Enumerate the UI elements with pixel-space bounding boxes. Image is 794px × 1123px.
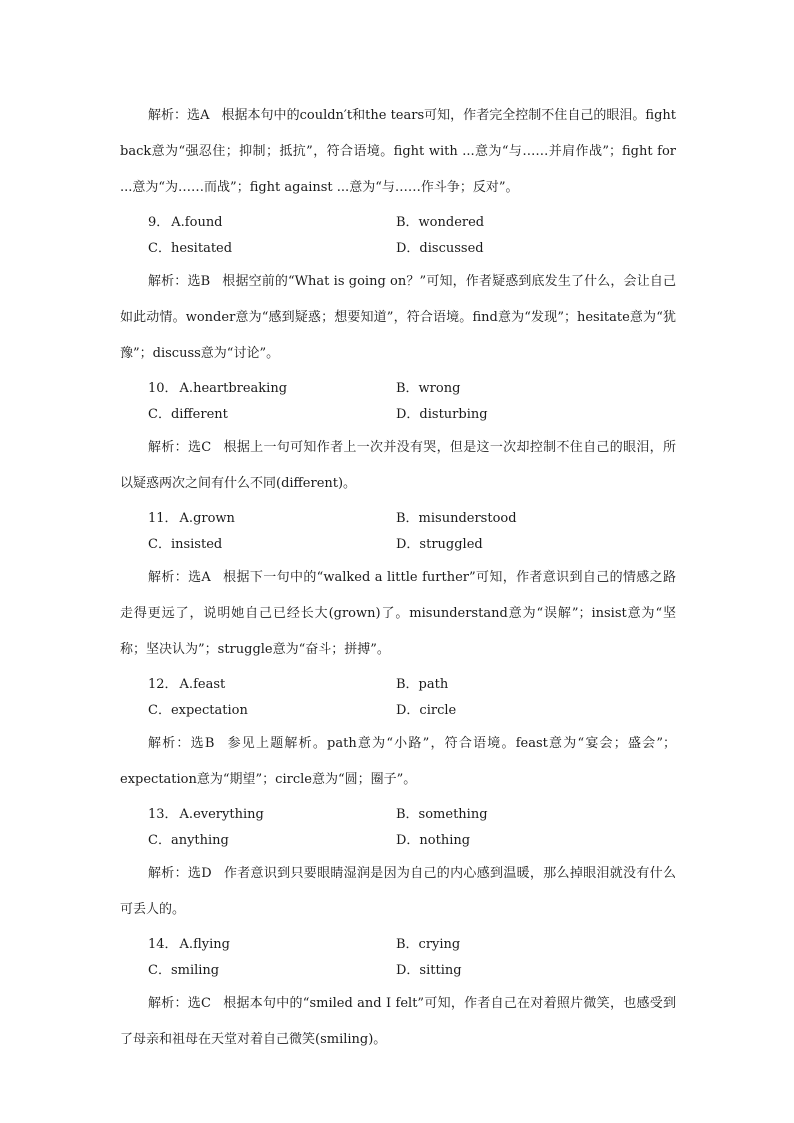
explanation-q13 <box>120 856 676 928</box>
option-row <box>120 958 676 984</box>
option-row <box>120 210 676 236</box>
option-row <box>120 376 676 402</box>
question-number: 10． <box>148 381 178 396</box>
explanation-q14 <box>120 986 676 1058</box>
option-b: B．path <box>396 677 449 692</box>
explanation-label: 解析：选B <box>148 736 215 751</box>
option-c: C．anything <box>148 833 229 848</box>
explanation-label: 解析：选B <box>148 274 211 289</box>
option-row <box>120 236 676 262</box>
option-b: B．wrong <box>396 381 461 396</box>
option-d: D．sitting <box>396 963 462 978</box>
explanation-text: 根据本句中的couldn′t和the tears可知，作者完全控制不住自己的眼泪。fight back意为“强忍住；抑制；抵抗”，符合语境。fight with ...意为“与……并肩作战”；fight for ...意为“为……而战”；fight against ...意为“与……作斗争；反对”。 <box>120 108 677 195</box>
option-b: B．wondered <box>396 215 485 230</box>
option-row <box>120 506 676 532</box>
question-13-options <box>120 802 676 854</box>
explanation-q9 <box>120 264 676 372</box>
document-content <box>120 98 676 1058</box>
option-c: C．smiling <box>148 963 220 978</box>
option-row <box>120 698 676 724</box>
option-a: 12． A.feast <box>148 677 226 692</box>
option-c: C．insisted <box>148 537 223 552</box>
option-a: 10． A.heartbreaking <box>148 381 288 396</box>
option-row <box>120 672 676 698</box>
option-row <box>120 532 676 558</box>
explanation-text: 参见上题解析。path意为“小路”，符合语境。feast意为“宴会；盛会”；expectation意为“期望”；circle意为“圆；圈子”。 <box>120 736 676 787</box>
question-14-options <box>120 932 676 984</box>
option-c: C．expectation <box>148 703 248 718</box>
option-a: 14． A.flying <box>148 937 230 952</box>
option-c: C．hesitated <box>148 241 233 256</box>
explanation-q12 <box>120 726 676 798</box>
option-a: 9． A.found <box>148 215 223 230</box>
explanation-label: 解析：选A <box>148 108 210 123</box>
explanation-q8 <box>120 98 676 206</box>
option-d: D．struggled <box>396 537 483 552</box>
explanation-label: 解析：选C <box>148 996 211 1011</box>
question-number: 11． <box>148 511 178 526</box>
option-d: D．nothing <box>396 833 471 848</box>
option-row <box>120 802 676 828</box>
question-11-options <box>120 506 676 558</box>
option-b: B．misunderstood <box>396 511 517 526</box>
question-number: 9． <box>148 215 170 230</box>
explanation-text: 根据下一句中的“walked a little further”可知，作者意识到自己的情感之路走得更远了，说明她自己已经长大(grown)了。misunderstand意为“误解”；insist意为“坚称；坚决认为”；struggle意为“奋斗；拼搏”。 <box>120 570 677 657</box>
option-a: 11． A.grown <box>148 511 235 526</box>
option-d: D．disturbing <box>396 407 488 422</box>
question-number: 13． <box>148 807 178 822</box>
explanation-label: 解析：选A <box>148 570 211 585</box>
question-number: 14． <box>148 937 178 952</box>
explanation-text: 作者意识到只要眼睛湿润是因为自己的内心感到温暖，那么掉眼泪就没有什么可丢人的。 <box>120 866 676 917</box>
option-row <box>120 932 676 958</box>
option-d: D．circle <box>396 703 457 718</box>
question-number: 12． <box>148 677 178 692</box>
option-row <box>120 402 676 428</box>
option-b: B．crying <box>396 937 461 952</box>
option-d: D．discussed <box>396 241 484 256</box>
explanation-q10 <box>120 430 676 502</box>
explanation-text: 根据上一句可知作者上一次并没有哭，但是这一次却控制不住自己的眼泪，所以疑惑两次之间有什么不同(different)。 <box>120 440 676 491</box>
option-a: 13． A.everything <box>148 807 264 822</box>
option-row <box>120 828 676 854</box>
question-9-options <box>120 210 676 262</box>
option-b: B．something <box>396 807 488 822</box>
explanation-text: 根据空前的“What is going on？”可知，作者疑惑到底发生了什么，会让自己如此动情。wonder意为“感到疑惑；想要知道”，符合语境。find意为“发现”；hesitate意为“犹豫”；discuss意为“讨论”。 <box>120 274 676 361</box>
explanation-text: 根据本句中的“smiled and I felt”可知，作者自己在对着照片微笑，也感受到了母亲和祖母在天堂对着自己微笑(smiling)。 <box>120 996 676 1047</box>
option-c: C．different <box>148 407 228 422</box>
explanation-label: 解析：选C <box>148 440 212 455</box>
question-10-options <box>120 376 676 428</box>
question-12-options <box>120 672 676 724</box>
explanation-q11 <box>120 560 676 668</box>
explanation-label: 解析：选D <box>148 866 212 881</box>
